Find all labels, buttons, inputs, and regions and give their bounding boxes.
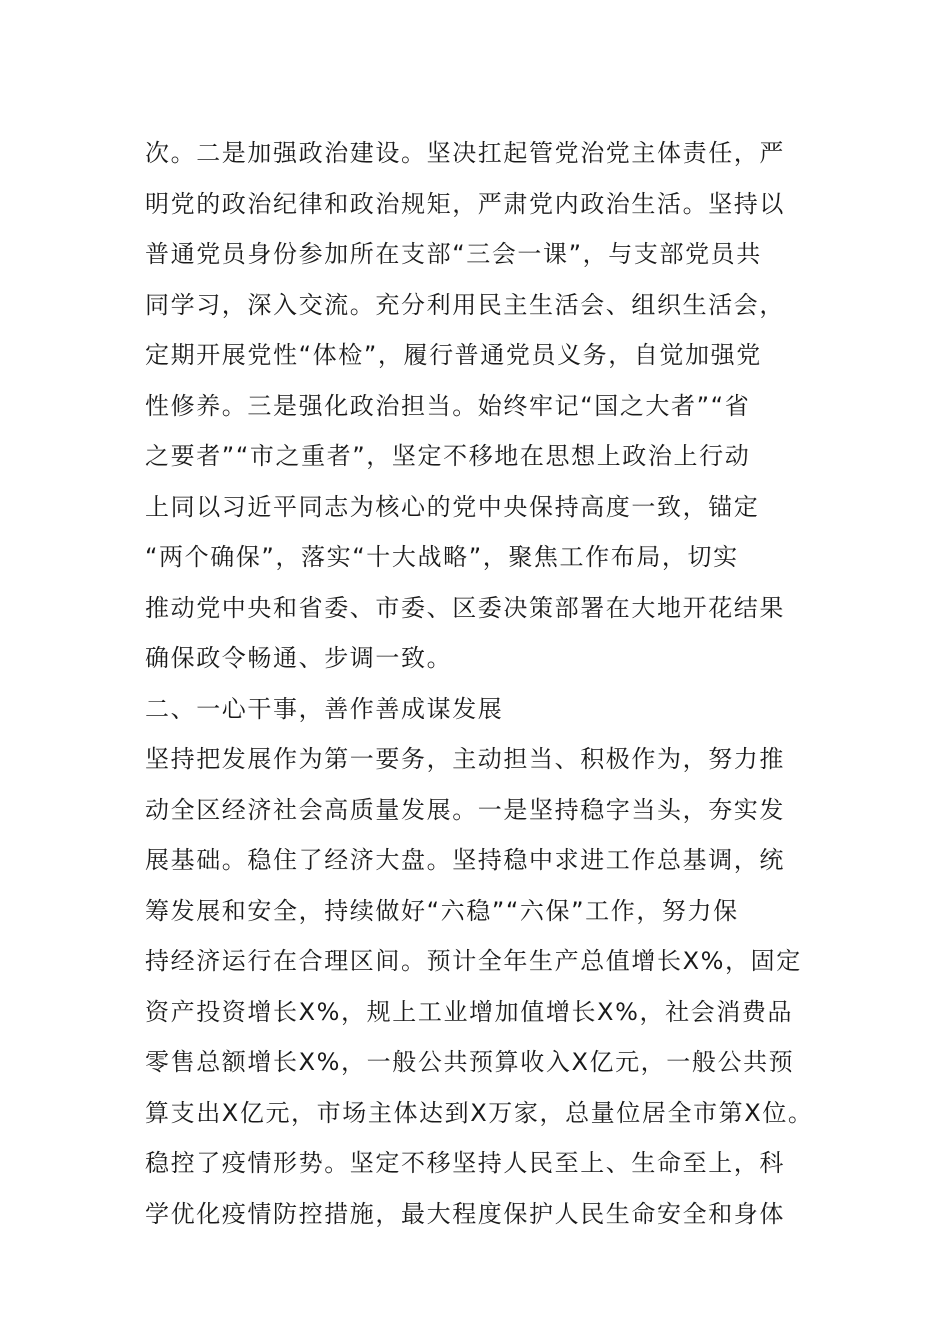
text-line: 稳控了疫情形势。坚定不移坚持人民至上、生命至上，科 [145,1149,785,1177]
text-line: 次。二是加强政治建设。坚决扛起管党治党主体责任，严 [145,139,785,167]
text-line: 学优化疫情防控措施，最大程度保护人民生命安全和身体 [145,1199,785,1228]
text-line: 推动党中央和省委、市委、区委决策部署在大地开花结果 [145,593,785,622]
text-line: 定期开展党性“体检”，履行普通党员义务，自觉加强党 [145,341,762,369]
text-line: 性修养。三是强化政治担当。始终牢记“国之大者”“省 [145,391,751,420]
text-line: 算支出X亿元，市场主体达到X万家，总量位居全市第X位。 [145,1098,814,1127]
text-line: 动全区经济社会高质量发展。一是坚持稳字当头，夯实发 [145,795,785,824]
text-line: 资产投资增长X%，规上工业增加值增长X%，社会消费品 [145,997,794,1026]
text-line: 上同以习近平同志为核心的党中央保持高度一致，锚定 [145,492,760,521]
text-line: 展基础。稳住了经济大盘。坚持稳中求进工作总基调，统 [145,846,785,874]
body-text [145,128,845,1239]
text-line: 之要者”“市之重者”，坚定不移地在思想上政治上行动 [145,442,751,470]
text-line: “两个确保”，落实“十大战略”，聚焦工作布局，切实 [145,543,739,571]
section-heading: 二、一心干事，善作善成谋发展 [145,694,504,723]
text-line: 普通党员身份参加所在支部“三会一课”，与支部党员共 [145,240,762,268]
text-line: 明党的政治纪律和政治规矩，严肃党内政治生活。坚持以 [145,189,785,218]
text-line: 同学习，深入交流。充分利用民主生活会、组织生活会， [145,290,785,319]
text-line: 持经济运行在合理区间。预计全年生产总值增长X%，固定 [145,947,802,975]
text-line: 零售总额增长X%，一般公共预算收入X亿元，一般公共预 [145,1048,795,1076]
text-line: 确保政令畅通、步调一致。 [145,644,453,672]
text-line: 坚持把发展作为第一要务，主动担当、积极作为，努力推 [145,745,785,773]
text-line: 筹发展和安全，持续做好“六稳”“六保”工作，努力保 [145,896,739,925]
